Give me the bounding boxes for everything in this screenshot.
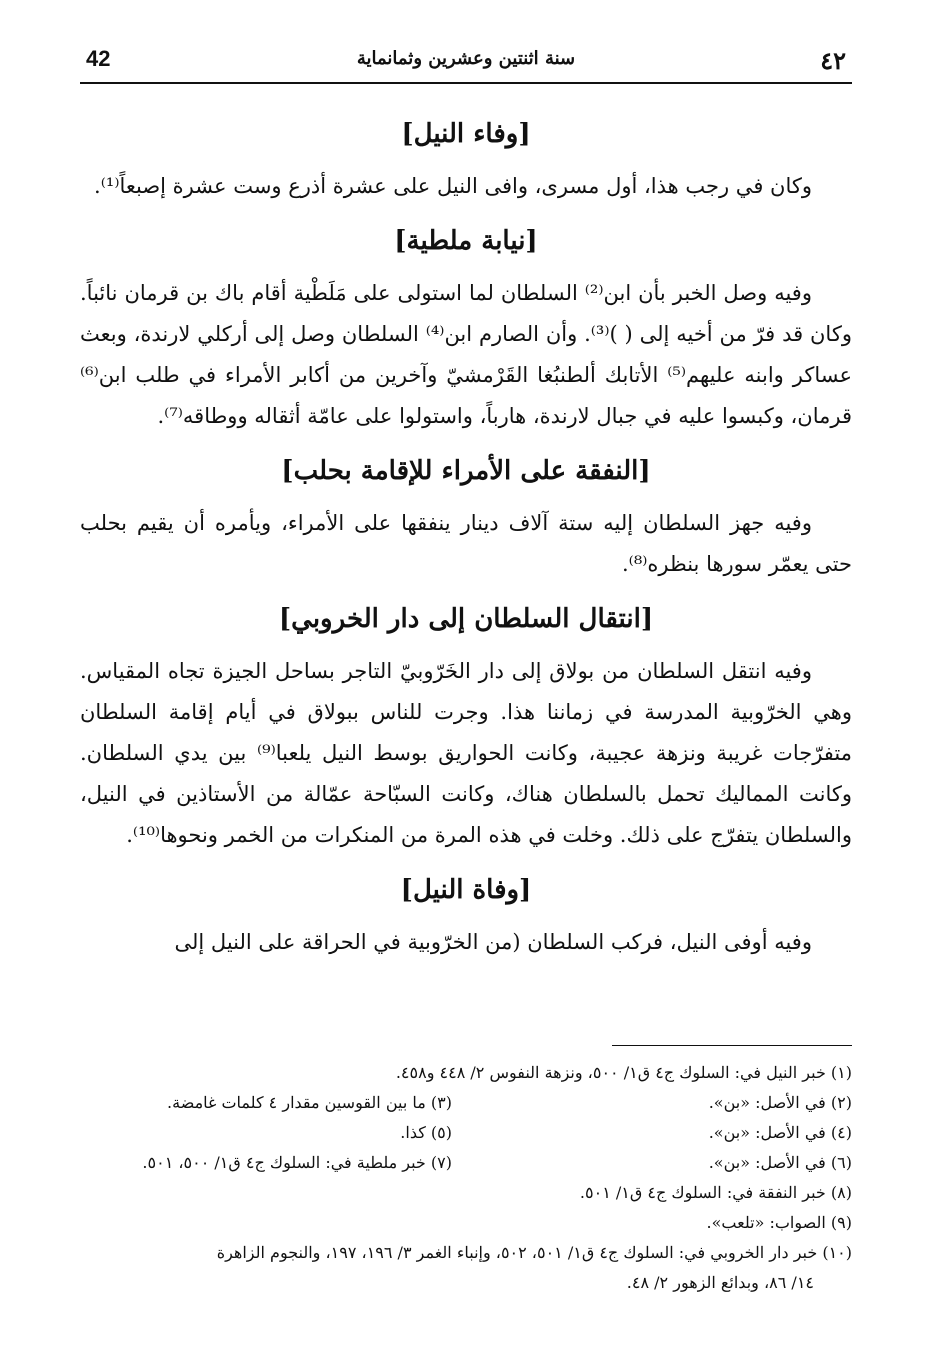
footnote-row [80, 1118, 852, 1148]
footnote-divider [612, 1045, 852, 1046]
footnote-3: (٣) ما بين القوسين مقدار ٤ كلمات غامضة. [167, 1093, 452, 1112]
footnote-8: (٨) خبر النفقة في: السلوك ج٤ ق١/ ٥٠١. [579, 1183, 852, 1202]
main-text [80, 100, 852, 963]
footnote-row [80, 1148, 852, 1178]
section-heading: [وفاة النيل] [400, 875, 532, 905]
running-title: سنة اثنتين وعشرين وثمانماية [356, 48, 576, 69]
footnote-4: (٤) في الأصل: «بن». [708, 1123, 852, 1142]
footnote-9: (٩) الصواب: «تلعب». [706, 1213, 852, 1232]
footnote-row [80, 1088, 852, 1118]
page-number-arabic: ٤٢ [820, 46, 846, 75]
footnote-5: (٥) كذا. [400, 1123, 452, 1142]
footnotes [80, 1058, 852, 1298]
footnote-7: (٧) خبر ملطية في: السلوك ج٤ ق١/ ٥٠٠، ٥٠١. [142, 1153, 452, 1172]
page-header [80, 42, 852, 84]
footnote-10-continuation: ١٤/ ٨٦، وبدائع الزهور ٢/ ٤٨. [626, 1273, 814, 1292]
paragraph: وفيه أوفى النيل، فركب السلطان (من الخرّوبية في الحراقة على النيل إلى [174, 930, 812, 954]
footnote-6: (٦) في الأصل: «بن». [708, 1153, 852, 1172]
footnote-1: (١) خبر النيل في: السلوك ج٤ ق١/ ٥٠٠، ونزهة النفوس ٢/ ٤٤٨ و٤٥٨. [395, 1063, 852, 1082]
paragraph: وفيه وصل الخبر بأن ابن⁽²⁾ السلطان لما استولى على مَلَطْية أقام باك بن قرمان نائباً. وكان قد فرّ من أخيه إلى ( )⁽³⁾. وأن الصارم ابن⁽⁴⁾ السلطان وصل إلى أركلي لارندة، وبعث عساكر وابنه عليهم⁽⁵⁾ الأتابك ألطنبُغا القَرْمشيّ وآخرين من أكابر الأمراء في طلب ابن⁽⁶⁾ قرمان، وكبسوا عليه في جبال لارندة، هارباً، واستولوا على عامّة أثقاله ووطاقه⁽⁷⁾. [80, 281, 852, 428]
section-heading: [نيابة ملطية] [394, 226, 538, 256]
footnote-10: (١٠) خبر دار الخروبي في: السلوك ج٤ ق١/ ٥٠١، ٥٠٢، وإنباء الغمر ٣/ ١٩٦، ١٩٧، والنجوم الزاهرة [216, 1243, 852, 1262]
section-heading: [النفقة على الأمراء للإقامة بحلب] [281, 456, 651, 486]
page-number-latin: 42 [86, 46, 111, 71]
paragraph: وفيه انتقل السلطان من بولاق إلى دار الخَرّوبيّ التاجر بساحل الجيزة تجاه المقياس. وهي الخرّوبية المدرسة في زماننا هذا. وجرت للناس ببولاق في أيام إقامة السلطان متفرّجات غريبة ونزهة عجيبة، وكانت الحواريق بوسط النيل يلعبا⁽⁹⁾ بين يدي السلطان. وكانت المماليك تحمل بالسلطان هناك، وكانت السبّاحة عمّالة من الأستاذين في النيل، والسلطان يتفرّج على ذلك. وخلت في هذه المرة من المنكرات من الخمر ونحوها⁽¹⁰⁾. [80, 659, 853, 847]
section-heading: [انتقال السلطان إلى دار الخروبي] [278, 604, 654, 634]
footnote-2: (٢) في الأصل: «بن». [708, 1093, 852, 1112]
section-heading: [وفاء النيل] [401, 119, 531, 149]
paragraph: وكان في رجب هذا، أول مسرى، وافى النيل على عشرة أذرع وست عشرة إصبعاً⁽¹⁾. [94, 174, 812, 198]
paragraph: وفيه جهز السلطان إليه ستة آلاف دينار ينفقها على الأمراء، ويأمره أن يقيم بحلب حتى يعمّر سورها بنظره⁽⁸⁾. [80, 511, 852, 576]
